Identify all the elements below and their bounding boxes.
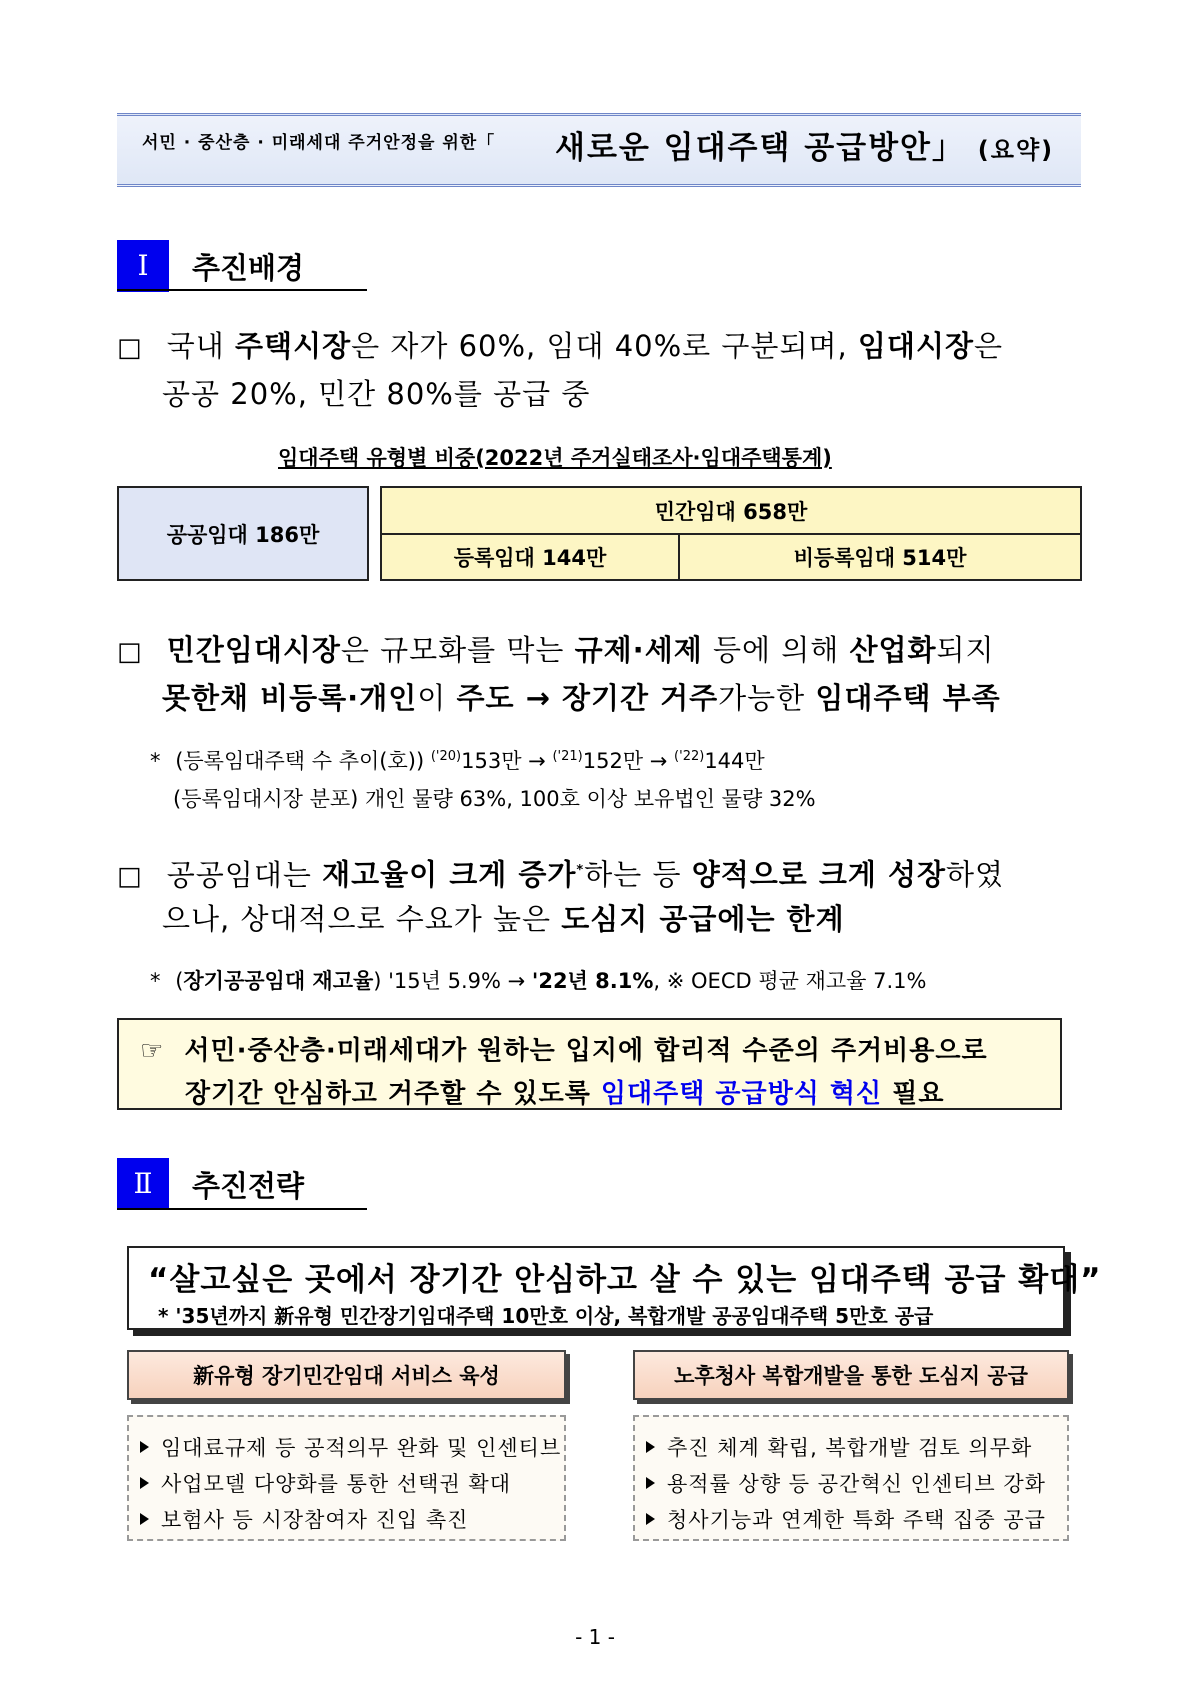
checkbox-bullet: □ bbox=[117, 637, 143, 667]
section1-number: Ⅰ bbox=[117, 240, 169, 292]
conclusion-line-2: 장기간 안심하고 거주할 수 있도록 임대주택 공급방식 혁신 필요 bbox=[185, 1079, 945, 1109]
note-1-line-1: * (등록임대주택 수 추이(호)) $^{('20)}$153만 → $^{('21)}$152만 → $^{('22)}$144만 bbox=[150, 749, 765, 773]
section2-number: Ⅱ bbox=[117, 1158, 169, 1210]
section1-underline bbox=[117, 289, 367, 291]
triangle-bullet-icon bbox=[646, 1513, 655, 1525]
checkbox-bullet: □ bbox=[117, 861, 143, 892]
cell-private-rental: 민간임대 658만 bbox=[380, 486, 1082, 535]
checkbox-bullet: □ bbox=[117, 333, 143, 363]
section2-underline bbox=[117, 1208, 367, 1210]
vision-statement: “살고싶은 곳에서 장기간 안심하고 살 수 있는 임대주택 공급 확대” bbox=[148, 1262, 1102, 1298]
document-title-suffix: (요약) bbox=[977, 136, 1055, 164]
page-number: - 1 - bbox=[575, 1625, 615, 1649]
section1-title: 추진배경 bbox=[192, 251, 305, 285]
document-title bbox=[555, 122, 1054, 167]
triangle-bullet-icon bbox=[646, 1477, 655, 1489]
triangle-bullet-icon bbox=[140, 1477, 149, 1489]
pillar-1-item: 임대료규제 등 공적의무 완화 및 인센티브 bbox=[140, 1432, 561, 1462]
paragraph-2-line-1: □ 민간임대시장은 규모화를 막는 규제·세제 등에 의해 산업화되지 bbox=[117, 633, 995, 667]
paragraph-3-line-1: □ 공공임대는 재고율이 크게 증가*하는 등 양적으로 크게 성장하였 bbox=[117, 857, 1005, 892]
pillar-2-item: 추진 체계 확립, 복합개발 검토 의무화 bbox=[646, 1432, 1032, 1462]
cell-unregistered-rental: 비등록임대 514만 bbox=[678, 533, 1082, 581]
note-2: * (장기공공임대 재고율) '15년 5.9% → '22년 8.1%, ※ OECD 평균 재고율 7.1% bbox=[150, 969, 927, 993]
title-subtitle: 서민 · 중산층 · 미래세대 주거안정을 위한「 bbox=[142, 133, 496, 153]
table-caption: 임대주택 유형별 비중(2022년 주거실태조사·임대주택통계) bbox=[278, 446, 832, 470]
pointing-hand-icon: ☞ bbox=[140, 1036, 165, 1066]
note-1-line-2: (등록임대시장 분포) 개인 물량 63%, 100호 이상 보유법인 물량 32% bbox=[173, 787, 816, 811]
pillar-2-item: 용적률 상향 등 공간혁신 인센티브 강화 bbox=[646, 1468, 1046, 1498]
paragraph-1-line-2: 공공 20%, 민간 80%를 공급 중 bbox=[162, 377, 591, 411]
conclusion-line-1: ☞ 서민·중산층·미래세대가 원하는 입지에 합리적 수준의 주거비용으로 bbox=[140, 1036, 988, 1066]
section2-title: 추진전략 bbox=[192, 1169, 305, 1203]
pillar-1-item: 보험사 등 시장참여자 진입 촉진 bbox=[140, 1504, 468, 1534]
paragraph-2-line-2: 못한채 비등록·개인이 주도 → 장기간 거주가능한 임대주택 부족 bbox=[162, 681, 1001, 715]
pillar-1-title: 新유형 장기민간임대 서비스 육성 bbox=[127, 1350, 566, 1400]
pillar-1-item: 사업모델 다양화를 통한 선택권 확대 bbox=[140, 1468, 511, 1498]
pillar-2-item: 청사기능과 연계한 특화 주택 집중 공급 bbox=[646, 1504, 1046, 1534]
pillar-2-title: 노후청사 복합개발을 통한 도심지 공급 bbox=[633, 1350, 1069, 1400]
triangle-bullet-icon bbox=[140, 1513, 149, 1525]
cell-public-rental: 공공임대 186만 bbox=[117, 486, 369, 581]
triangle-bullet-icon bbox=[140, 1441, 149, 1453]
document-title-main: 새로운 임대주택 공급방안」 bbox=[555, 130, 965, 166]
vision-target: * '35년까지 新유형 민간장기임대주택 10만호 이상, 복합개발 공공임대주택 5만호 공급 bbox=[158, 1304, 934, 1328]
cell-registered-rental: 등록임대 144만 bbox=[380, 533, 680, 581]
paragraph-1-line-1: □ 국내 주택시장은 자가 60%, 임대 40%로 구분되며, 임대시장은 bbox=[117, 329, 1003, 363]
paragraph-3-line-2: 으나, 상대적으로 수요가 높은 도심지 공급에는 한계 bbox=[162, 902, 845, 936]
triangle-bullet-icon bbox=[646, 1441, 655, 1453]
